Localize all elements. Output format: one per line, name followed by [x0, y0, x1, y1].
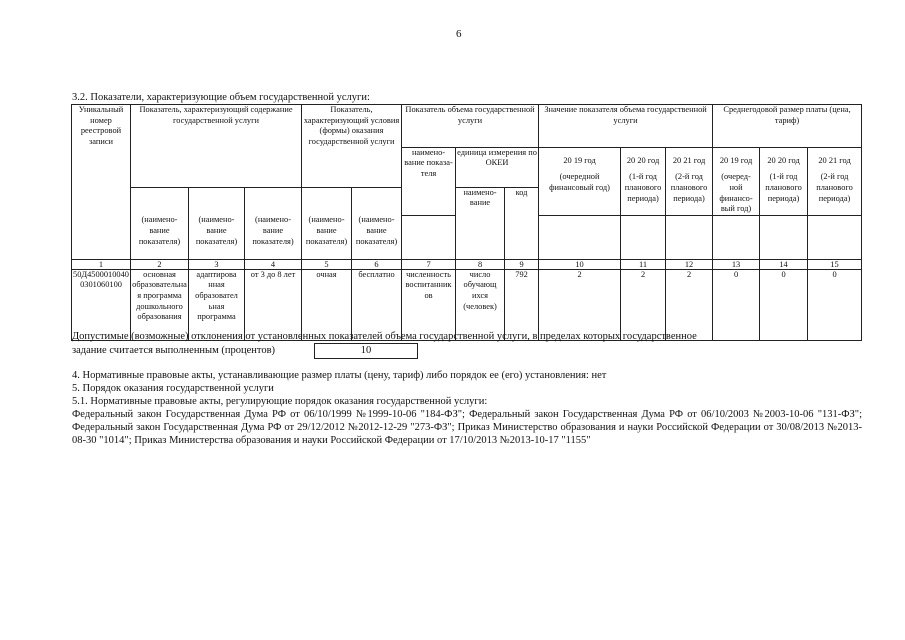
header-sub-2: (наимено- вание показателя) — [131, 215, 189, 259]
header-year-10: 20 19 год (очередной финансовый год) — [539, 147, 621, 215]
col-number: 12 — [666, 259, 713, 269]
header-year-blank-12 — [666, 215, 713, 259]
header-year-15: 20 21 год (2-й год планового периода) — [808, 147, 862, 215]
header-volume-indicator: Показатель объема государственной услуги — [402, 105, 539, 148]
row-value-2019: 2 — [539, 269, 621, 340]
section-4-text: 4. Нормативные правовые акты, устанавливающие размер платы (цену, тариф) либо порядок ее (его) установления: нет — [72, 370, 607, 381]
deviation-text-line2: задание считается выполненным (процентов) — [72, 345, 276, 356]
header-sub-4: (наимено- вание показателя) — [245, 215, 302, 259]
row-age: от 3 до 8 лет — [245, 269, 302, 340]
header-sub-3-top — [189, 187, 245, 215]
row-price-2021: 0 — [808, 269, 862, 340]
row-value-2021: 2 — [666, 269, 713, 340]
header-year-blank-15 — [808, 215, 862, 259]
col-number: 11 — [621, 259, 666, 269]
col-number: 4 — [245, 259, 302, 269]
header-sub-2-top — [131, 187, 189, 215]
deviation-percent-field: 10 — [314, 343, 418, 359]
header-unit: единица измерения по ОКЕИ — [456, 147, 539, 187]
row-price-2019: 0 — [713, 269, 760, 340]
col-number: 15 — [808, 259, 862, 269]
header-content-blank — [131, 147, 302, 187]
row-indicator-name: численность воспитанник ов — [402, 269, 456, 340]
col-number: 13 — [713, 259, 760, 269]
header-year-13: 20 19 год (очеред- ной финансо- вый год) — [713, 147, 760, 215]
volume-indicators-table — [71, 104, 862, 341]
row-payment: бесплатно — [352, 269, 402, 340]
header-sub-3: (наимено- вание показателя) — [189, 215, 245, 259]
section-5-title: 5. Порядок оказания государственной услуги — [72, 383, 274, 394]
col-number: 8 — [456, 259, 505, 269]
col-number: 14 — [760, 259, 808, 269]
col-number: 10 — [539, 259, 621, 269]
col-number: 2 — [131, 259, 189, 269]
header-year-blank-13 — [713, 215, 760, 259]
header-volume-name-blank — [402, 215, 456, 259]
row-unit-code: 792 — [505, 269, 539, 340]
header-year-blank-10 — [539, 215, 621, 259]
section-title: 3.2. Показатели, характеризующие объем государственной услуги: — [72, 92, 370, 103]
header-sub-6: (наимено- вание показателя) — [352, 215, 402, 259]
section-5-1-title: 5.1. Нормативные правовые акты, регулирующие порядок оказания государственной услуги: — [72, 396, 488, 407]
row-form: очная — [302, 269, 352, 340]
header-year-blank-11 — [621, 215, 666, 259]
header-unique-number: Уникальный номер реестровой записи — [72, 105, 131, 260]
header-volume-value: Значение показателя объема государственной услуги — [539, 105, 713, 148]
col-number: 5 — [302, 259, 352, 269]
header-conditions-indicator: Показатель, характеризующий условия (формы) оказания государственной услуги — [302, 105, 402, 148]
header-year-11: 20 20 год (1-й год планового периода) — [621, 147, 666, 215]
row-program-type: адаптирова нная образовател ьная программа — [189, 269, 245, 340]
row-program: основная образовательна я программа дошкольного образования — [131, 269, 189, 340]
header-volume-name: наимено- вание показа- теля — [402, 147, 456, 215]
page-number: 6 — [456, 28, 462, 40]
row-value-2020: 2 — [621, 269, 666, 340]
header-year-12: 20 21 год (2-й год планового периода) — [666, 147, 713, 215]
deviation-text-line1: Допустимые (возможные) отклонения от установленных показателей объема государственной услуги, в пределах которых государственное — [72, 331, 697, 342]
col-number: 9 — [505, 259, 539, 269]
header-content-indicator: Показатель, характеризующий содержание государственной услуги — [131, 105, 302, 148]
header-sub-5: (наимено- вание показателя) — [302, 215, 352, 259]
header-sub-6-top — [352, 187, 402, 215]
row-unit-name: число обучающ ихся (человек) — [456, 269, 505, 340]
col-number: 7 — [402, 259, 456, 269]
header-unit-name: наимено- вание — [456, 187, 505, 259]
header-sub-4-top — [245, 187, 302, 215]
header-unit-code: код — [505, 187, 539, 259]
header-year-blank-14 — [760, 215, 808, 259]
col-number: 1 — [72, 259, 131, 269]
header-annual-price: Среднегодовой размер платы (цена, тариф) — [713, 105, 862, 148]
row-price-2020: 0 — [760, 269, 808, 340]
header-sub-5-top — [302, 187, 352, 215]
header-year-14: 20 20 год (1-й год планового периода) — [760, 147, 808, 215]
row-unique-number: 50Д45000100400301060100 — [72, 269, 131, 340]
col-number: 6 — [352, 259, 402, 269]
regulatory-acts-list: Федеральный закон Государственная Дума РФ от 06/10/1999 №1999-10-06 "184-ФЗ"; Федеральный закон Государственная Дума РФ от 06/10/2003 №2003-10-06 "131-ФЗ"; Федеральный закон Государственная Дума РФ от 29/12/2012 №2012-12-29 "273-ФЗ"; Приказ Министерство образования и науки Российской Федерации от 30/08/2013 №2013-08-30 "1014"; Приказ Министерства образования и науки Российской Федерации от 17/10/2013 №2013-10-17 "1155" — [72, 409, 862, 447]
header-conditions-blank — [302, 147, 402, 187]
col-number: 3 — [189, 259, 245, 269]
